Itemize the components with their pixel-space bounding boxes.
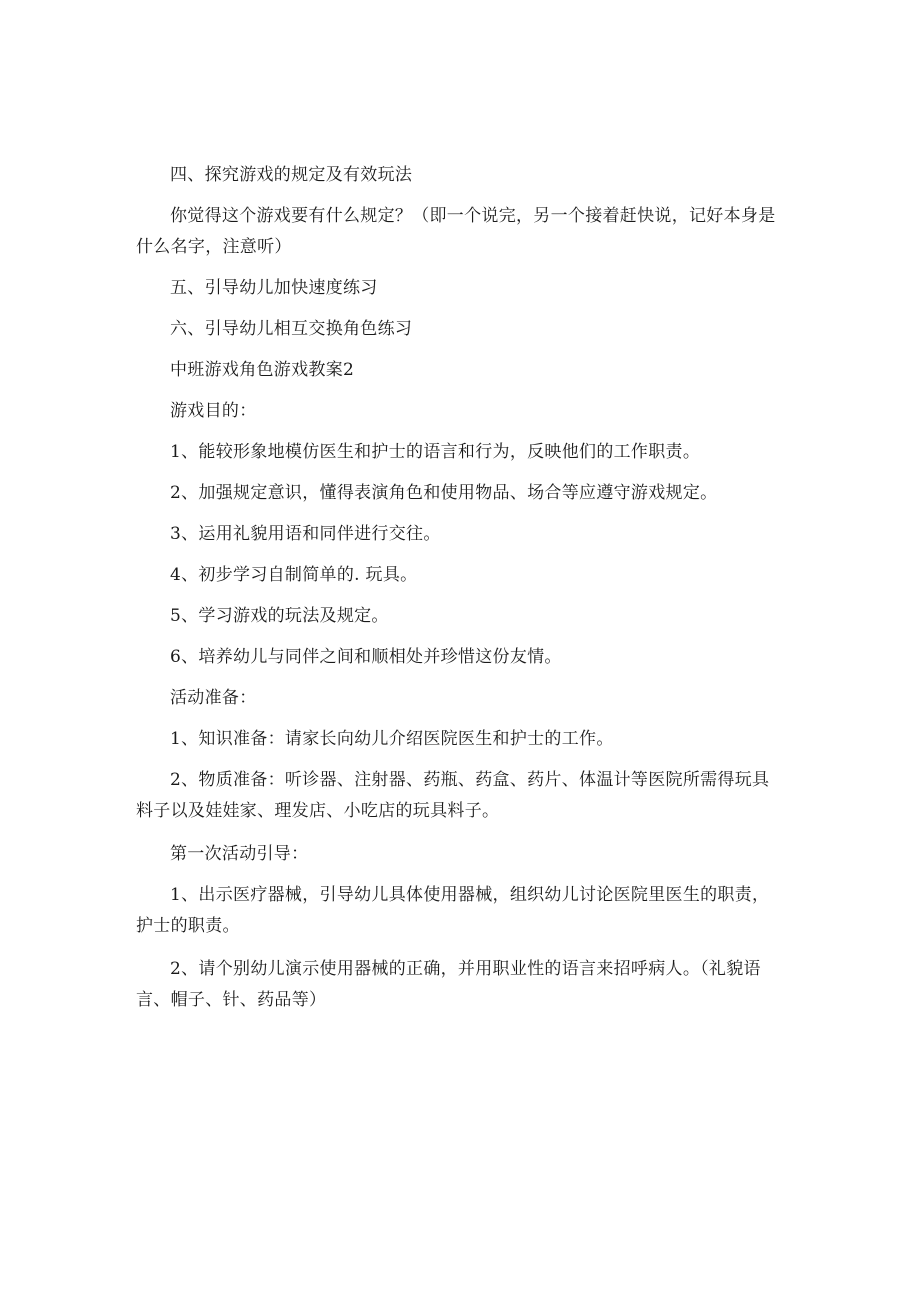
lesson-title: 中班游戏角色游戏教案2 bbox=[170, 360, 355, 380]
activity-step-1: 1、出示医疗器械，引导幼儿具体使用器械，组织幼儿讨论医院里医生的职责，护士的职责。 bbox=[136, 885, 770, 936]
document-body bbox=[136, 160, 786, 1026]
activity-step-2: 2、请个别幼儿演示使用器械的正确，并用职业性的语言来招呼病人。（礼貌语言、帽子、针、药品等） bbox=[136, 959, 761, 1010]
section-heading-speed: 五、引导幼儿加快速度练习 bbox=[170, 278, 378, 298]
goal-item-5: 5、学习游戏的玩法及规定。 bbox=[170, 606, 389, 626]
goal-item-4: 4、初步学习自制简单的. 玩具。 bbox=[170, 565, 418, 585]
prep-item-2: 2、物质准备：听诊器、注射器、药瓶、药盒、药片、体温计等医院所需得玩具料子以及娃娃家、理发店、小吃店的玩具料子。 bbox=[136, 770, 770, 821]
prep-item-1: 1、知识准备：请家长向幼儿介绍医院医生和护士的工作。 bbox=[170, 729, 614, 749]
goal-item-3: 3、运用礼貌用语和同伴进行交往。 bbox=[170, 524, 441, 544]
goal-item-2: 2、加强规定意识，懂得表演角色和使用物品、场合等应遵守游戏规定。 bbox=[170, 483, 718, 503]
section-heading-rules: 四、探究游戏的规定及有效玩法 bbox=[170, 165, 413, 185]
label-game-goals: 游戏目的： bbox=[170, 401, 257, 421]
section-heading-role-swap: 六、引导幼儿相互交换角色练习 bbox=[170, 319, 413, 339]
label-activity-prep: 活动准备： bbox=[170, 688, 257, 708]
goal-item-6: 6、培养幼儿与同伴之间和顺相处并珍惜这份友情。 bbox=[170, 647, 562, 667]
goal-item-1: 1、能较形象地模仿医生和护士的语言和行为，反映他们的工作职责。 bbox=[170, 442, 701, 462]
paragraph-rules-question: 你觉得这个游戏要有什么规定？（即一个说完，另一个接着赶快说，记好本身是什么名字，注意听） bbox=[136, 206, 776, 257]
label-first-activity: 第一次活动引导： bbox=[170, 844, 309, 864]
